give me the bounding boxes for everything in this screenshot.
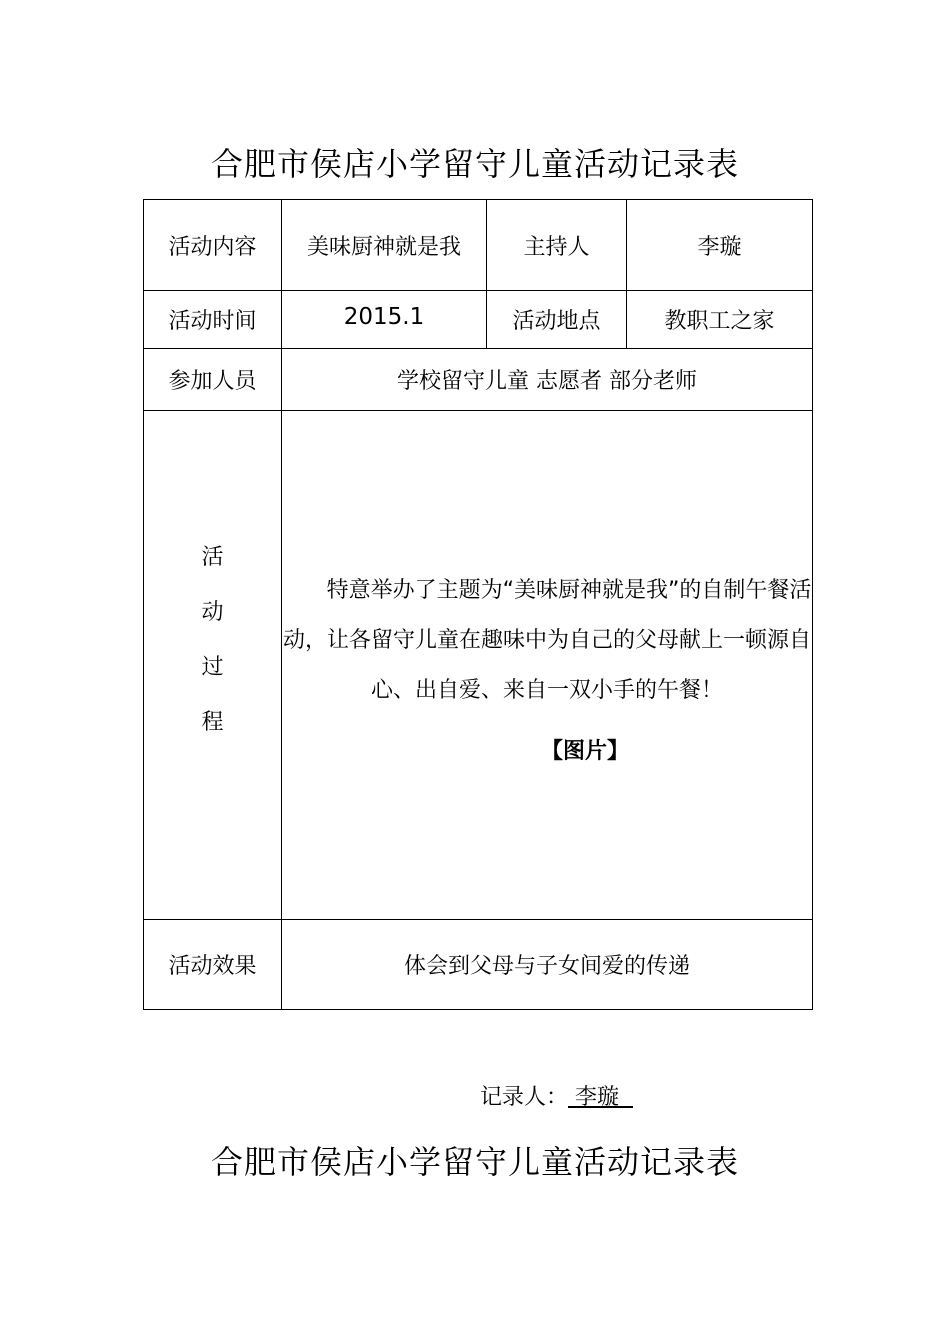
- table-row: [144, 200, 813, 291]
- host-value: 李璇: [627, 200, 813, 291]
- next-page-title: 合肥市侯店小学留守儿童活动记录表: [210, 1143, 739, 1181]
- place-label: 活动地点: [487, 291, 627, 349]
- image-placeholder: 【图片】: [540, 738, 629, 764]
- participants-label: 参加人员: [144, 349, 282, 411]
- process-cell: [282, 411, 813, 920]
- table-row: [144, 920, 813, 1010]
- time-value-cell: [282, 291, 487, 349]
- time-label: 活动时间: [144, 291, 282, 349]
- recorder-label: 记录人：: [480, 1085, 569, 1110]
- process-label-cell: [144, 411, 282, 920]
- time-value: 2015.1: [343, 303, 425, 330]
- recorder-line: [480, 1082, 633, 1114]
- effect-label: 活动效果: [144, 920, 282, 1010]
- page-title: 合肥市侯店小学留守儿童活动记录表: [210, 145, 739, 183]
- table-row: [144, 349, 813, 411]
- host-label: 主持人: [487, 200, 627, 291]
- table-row: [144, 291, 813, 349]
- content-value: 美味厨神就是我: [282, 200, 487, 291]
- content-label: 活动内容: [144, 200, 282, 291]
- process-text: 特意举办了主题为“美味厨神就是我”的自制午餐活动，让各留守儿童在趣味中为自己的父母献上一顿源自心、出自爱、来自一双小手的午餐！: [282, 577, 812, 703]
- recorder-name: 李璇: [568, 1085, 633, 1110]
- participants-value: 学校留守儿童 志愿者 部分老师: [282, 349, 813, 411]
- activity-record-table: [143, 199, 813, 1010]
- place-value: 教职工之家: [627, 291, 813, 349]
- effect-value: 体会到父母与子女间爱的传递: [282, 920, 813, 1010]
- process-label: 活动过程: [201, 545, 224, 735]
- table-row: [144, 411, 813, 920]
